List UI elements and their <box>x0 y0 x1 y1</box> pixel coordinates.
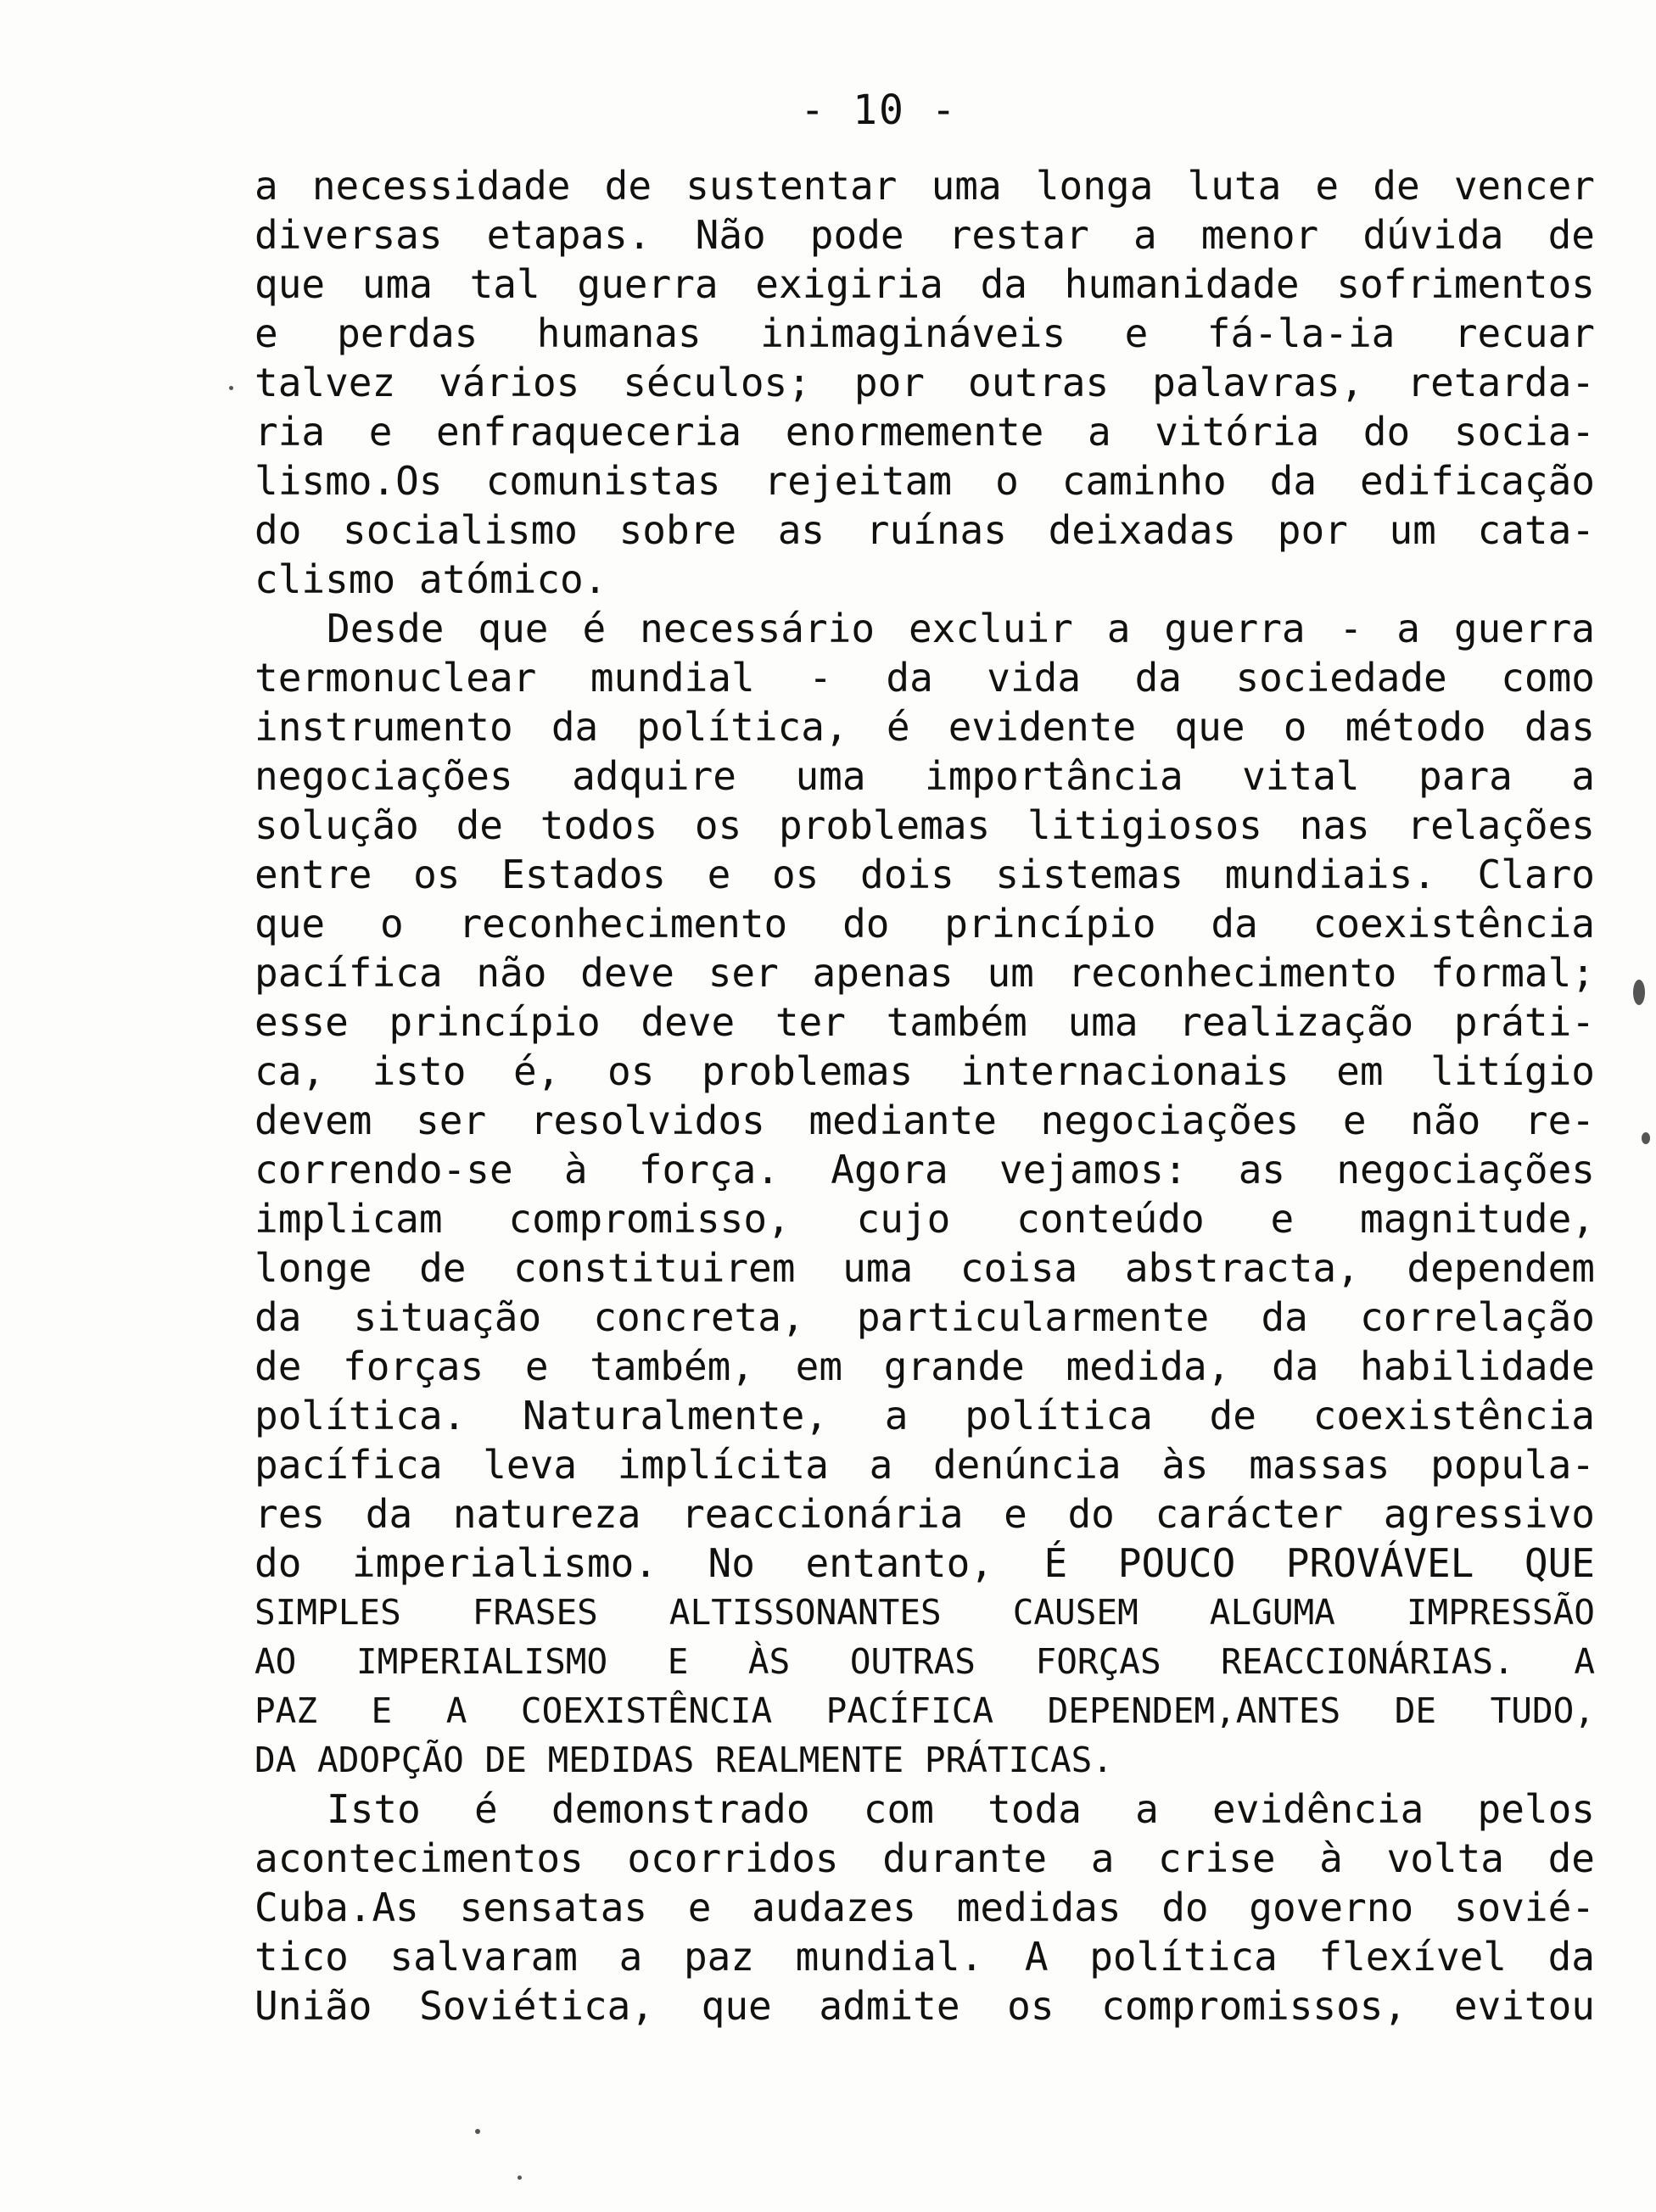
text-line: pacífica leva implícita a denúncia às massas popula- <box>255 1442 1595 1488</box>
text-line: pacífica não deve ser apenas um reconhecimento formal; <box>255 950 1595 996</box>
text-line: e perdas humanas inimagináveis e fá-la-ia recuar <box>255 310 1595 356</box>
text-line: termonuclear mundial - da vida da sociedade como <box>255 655 1595 701</box>
uppercase-text-line: AO IMPERIALISMO E ÀS OUTRAS FORÇAS REACCIONÁRIAS. A <box>255 1641 1595 1682</box>
text-line: da situação concreta, particularmente da correlação <box>255 1294 1595 1340</box>
text-line: devem ser resolvidos mediante negociações e não re- <box>255 1098 1595 1143</box>
text-line: solução de todos os problemas litigiosos nas relações <box>255 802 1595 848</box>
text-line: ca, isto é, os problemas internacionais em litígio <box>255 1048 1595 1094</box>
text-line: União Soviética, que admite os compromissos, evitou <box>255 1983 1595 2029</box>
body-text <box>255 161 1595 2030</box>
text-line: ria e enfraqueceria enormemente a vitória do socia- <box>255 409 1595 455</box>
text-line: Cuba.As sensatas e audazes medidas do governo sovié- <box>255 1885 1595 1930</box>
text-line: a necessidade de sustentar uma longa luta e de vencer <box>255 163 1595 209</box>
text-line: que o reconhecimento do princípio da coexistência <box>255 901 1595 947</box>
text-line: acontecimentos ocorridos durante a crise à volta de <box>255 1835 1595 1881</box>
uppercase-text-line: SIMPLES FRASES ALTISSONANTES CAUSEM ALGUMA IMPRESSÃO <box>255 1592 1595 1633</box>
paragraph-start-line: Isto é demonstrado com toda a evidência pelos <box>327 1786 1595 1832</box>
text-line: negociações adquire uma importância vital para a <box>255 753 1595 799</box>
text-line: do socialismo sobre as ruínas deixadas por um cata- <box>255 507 1595 553</box>
text-line: lismo.Os comunistas rejeitam o caminho da edificação <box>255 458 1595 504</box>
text-line: do imperialismo. No entanto, É POUCO PROVÁVEL QUE <box>255 1540 1595 1586</box>
text-line: política. Naturalmente, a política de coexistência <box>255 1393 1595 1438</box>
text-line: diversas etapas. Não pode restar a menor dúvida de <box>255 212 1595 258</box>
text-line: que uma tal guerra exigiria da humanidade sofrimentos <box>255 261 1595 307</box>
text-line: talvez vários séculos; por outras palavras, retarda- <box>255 360 1595 405</box>
text-line: res da natureza reaccionária e do carácter agressivo <box>255 1491 1595 1537</box>
scan-speck <box>229 386 233 390</box>
scan-speck <box>518 2176 522 2180</box>
scan-speck <box>475 2129 480 2134</box>
text-line: correndo-se à força. Agora vejamos: as negociações <box>255 1147 1595 1193</box>
text-line: clismo atómico. <box>255 556 607 602</box>
text-line: tico salvaram a paz mundial. A política flexível da <box>255 1934 1595 1980</box>
text-line: esse princípio deve ter também uma realização práti- <box>255 999 1595 1045</box>
scan-speck <box>1633 980 1645 1005</box>
uppercase-text-line: DA ADOPÇÃO DE MEDIDAS REALMENTE PRÁTICAS. <box>255 1740 1114 1780</box>
text-line: entre os Estados e os dois sistemas mundiais. Claro <box>255 852 1595 897</box>
text-line: de forças e também, em grande medida, da habilidade <box>255 1343 1595 1389</box>
paragraph-start-line: Desde que é necessário excluir a guerra - a guerra <box>327 606 1595 651</box>
page-number: - 10 - <box>800 87 958 134</box>
text-line: implicam compromisso, cujo conteúdo e magnitude, <box>255 1196 1595 1242</box>
uppercase-text-line: PAZ E A COEXISTÊNCIA PACÍFICA DEPENDEM,ANTES DE TUDO, <box>255 1690 1595 1731</box>
text-line: instrumento da política, é evidente que o método das <box>255 704 1595 750</box>
text-line: longe de constituirem uma coisa abstracta, dependem <box>255 1245 1595 1291</box>
scan-speck <box>1642 1132 1650 1144</box>
